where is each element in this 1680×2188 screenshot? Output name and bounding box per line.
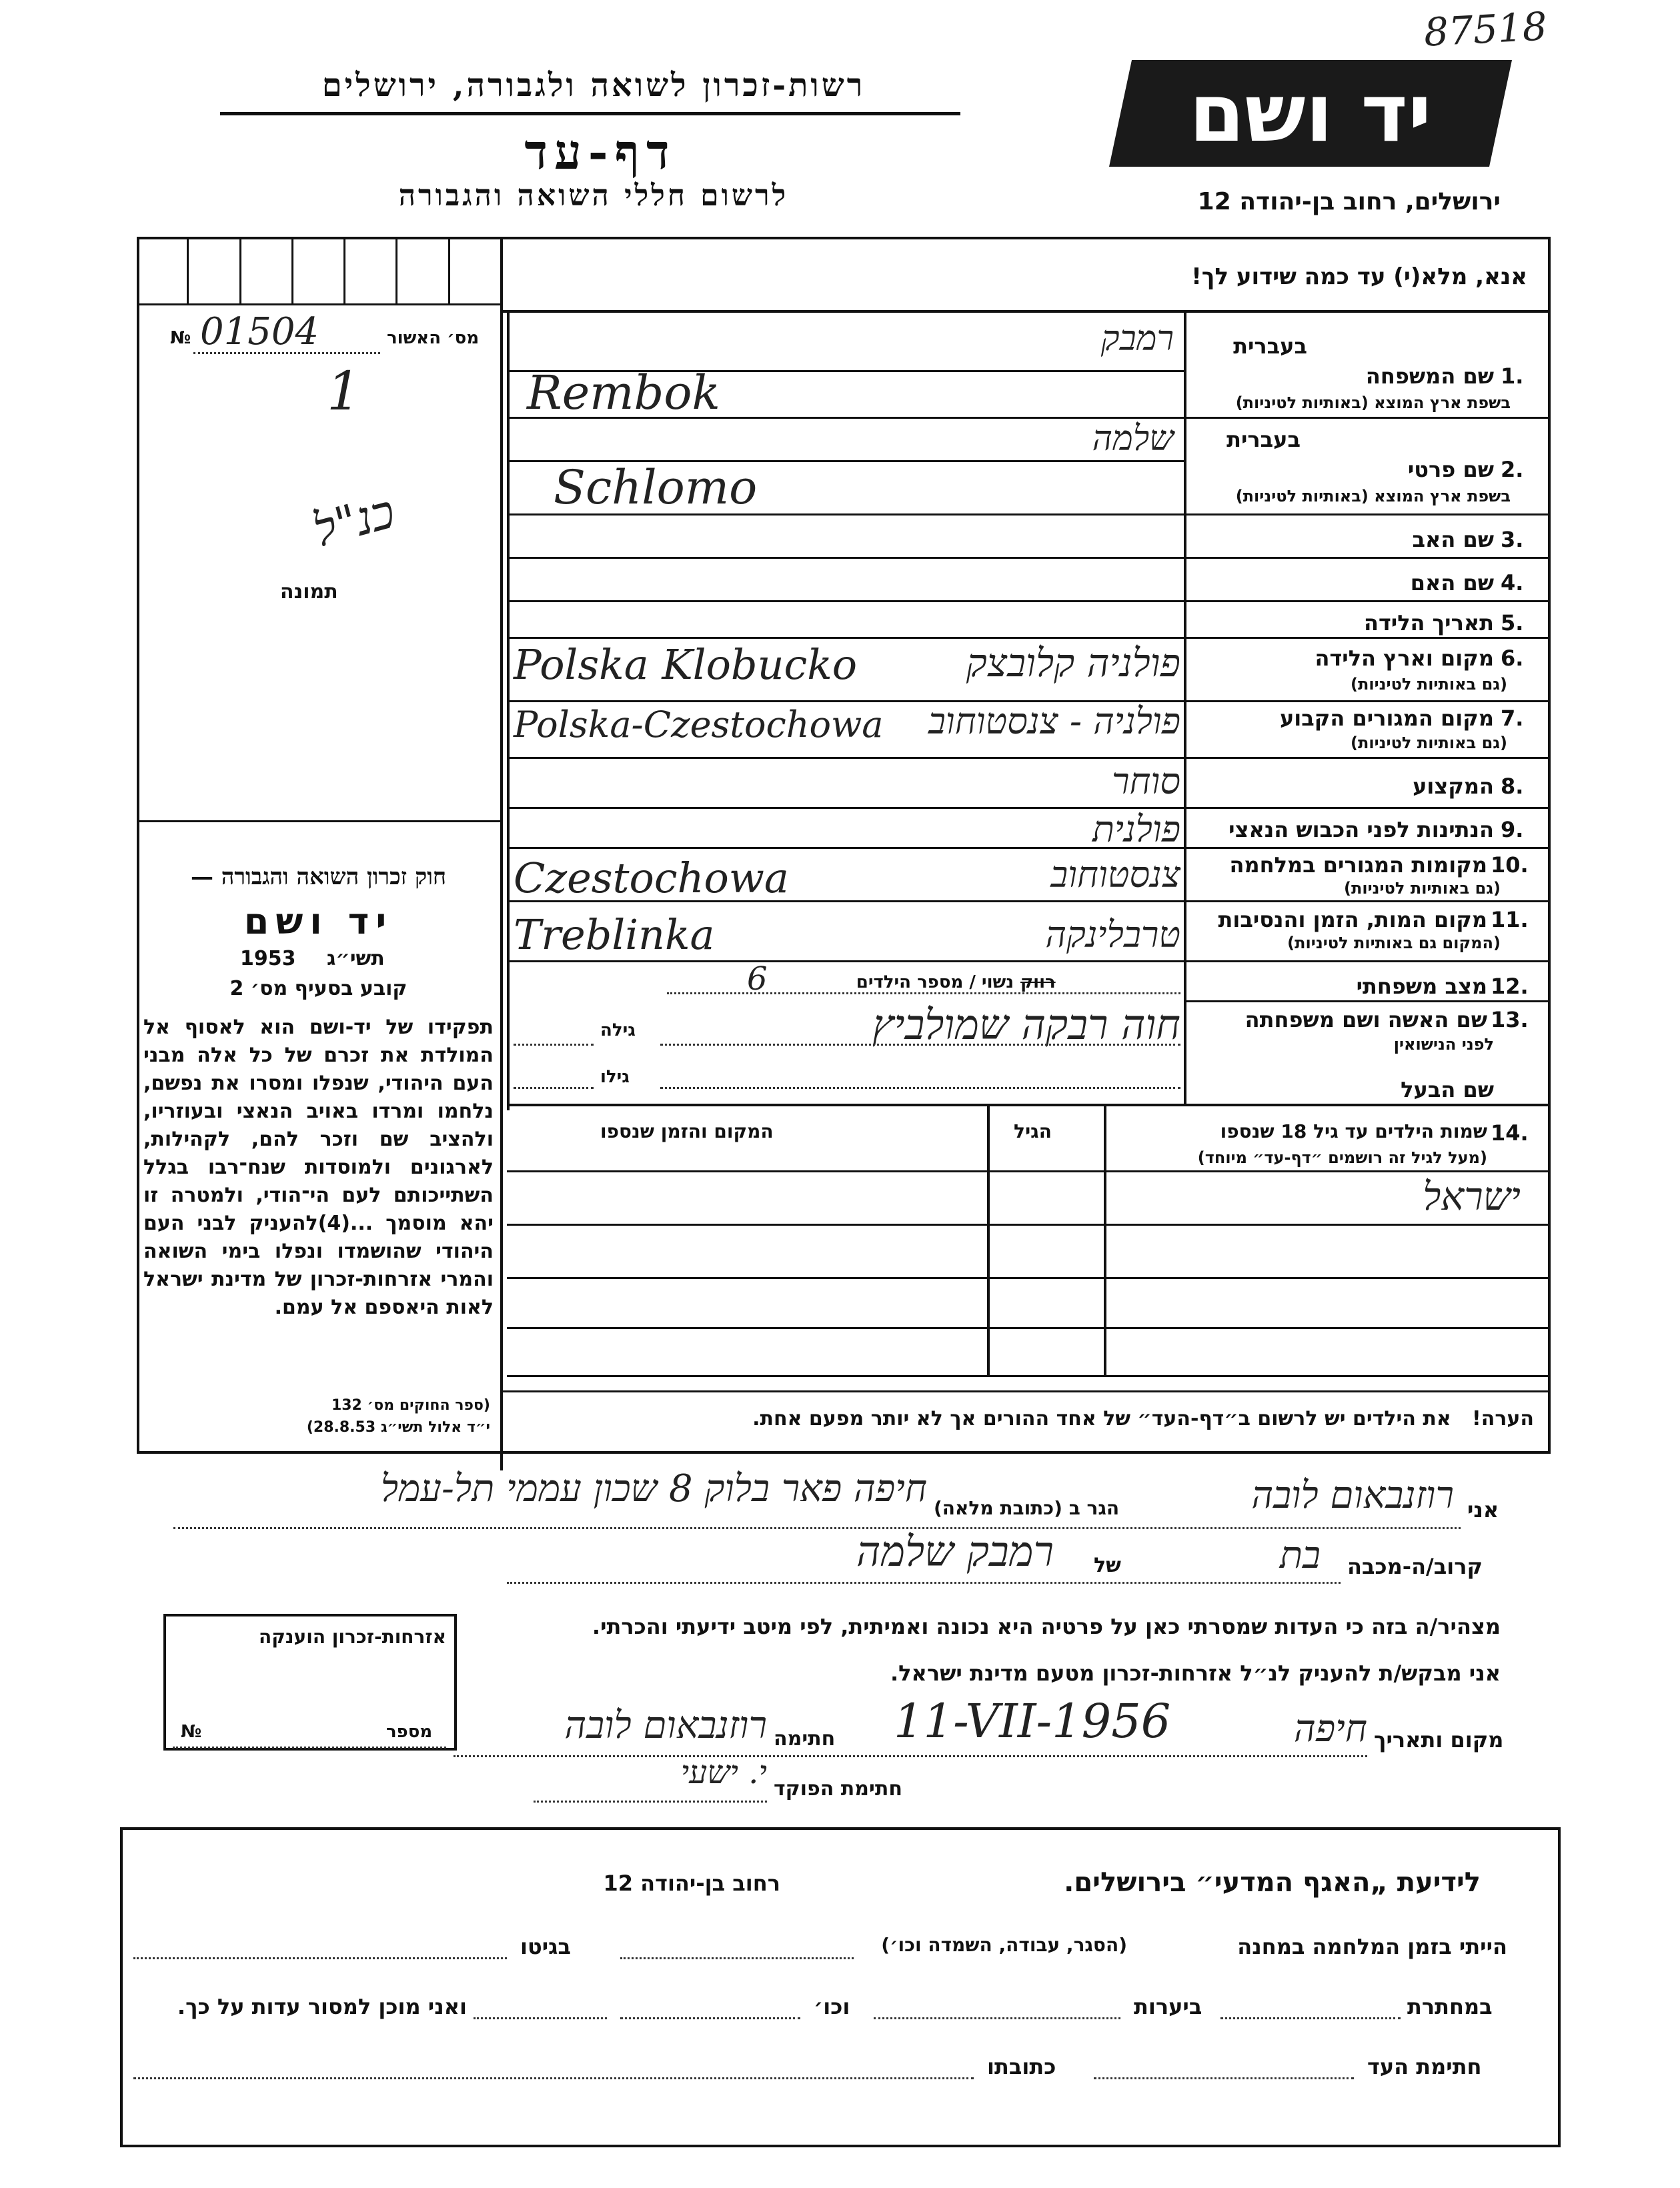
field-11-sub: (המקום גם באותיות לטיניות): [1287, 934, 1501, 952]
left-column-divider: [500, 237, 503, 1470]
field-7-label: מקום המגורים הקבוע: [1279, 706, 1494, 731]
law-panel-top: [137, 820, 500, 822]
family-name-hebrew[interactable]: רמבק: [1100, 319, 1174, 359]
field-13-sub: לפני הנישואין: [1393, 1035, 1494, 1054]
children-row-line-3: [507, 1327, 1551, 1329]
address: ירושלים, רחוב בן-יהודה 12: [1197, 188, 1501, 215]
val-line-4: [507, 600, 1184, 602]
reg-number-suffix: 1: [327, 360, 361, 422]
husband-label: שם הבעל: [1401, 1077, 1494, 1102]
field-12-num: 12.: [1491, 974, 1529, 999]
row-sep-12: [1184, 1000, 1551, 1002]
children-row-line-4: [507, 1375, 1551, 1377]
yad-vashem-logo: [1109, 60, 1512, 167]
footer-line3-a: חתימת העד: [1367, 2054, 1482, 2079]
field-9-num: 9.: [1501, 817, 1524, 842]
field-2-sub: בשפת ארץ המוצא (באותיות לטיניות): [1235, 487, 1511, 505]
decl-statement-1: מצהיר/ה בזה כי העדות שמסרתי כאן על פרטיה היא נכונה ואמיתית, לפי מיטב ידיעתי והכרתי.: [592, 1614, 1501, 1639]
val-line-3: [507, 557, 1184, 559]
row-sep-1: [1184, 417, 1551, 419]
note-top-line: [500, 1390, 1551, 1392]
reg-digit-boxes: [137, 237, 500, 303]
archive-number: 87518: [1423, 3, 1549, 55]
field-7-num: 7.: [1501, 706, 1524, 731]
row-sep-3: [1184, 557, 1551, 559]
children-col-age: הגיל: [1014, 1120, 1052, 1142]
decl-i-value[interactable]: רוזנבאום לובה: [1251, 1474, 1454, 1517]
field-4-num: 4.: [1501, 570, 1524, 596]
war-residence-hebrew[interactable]: צנסטוחוב: [1050, 854, 1180, 896]
row-sep-4: [1184, 600, 1551, 602]
husband-age-label: גילו: [600, 1067, 630, 1087]
marital-label: נשוי / מספר הילדים: [856, 972, 1014, 992]
wife-dotted-age: [514, 1044, 594, 1046]
photo-label: תמונה: [280, 580, 338, 604]
val-line-7: [507, 757, 1184, 759]
field-1-hebrew-tag: בעברית: [1233, 333, 1307, 359]
logo-text: יד ושם: [1189, 67, 1432, 160]
decl-relative-value[interactable]: בת: [1279, 1534, 1321, 1577]
footer-address: רחוב בן-יהודה 12: [603, 1871, 780, 1896]
footer-line2-a: במחתרת: [1407, 1994, 1493, 2019]
field-5-num: 5.: [1501, 610, 1524, 636]
field-1-label: שם המשפחה: [1365, 363, 1494, 389]
residence-latin[interactable]: Polska-Czestochowa: [514, 704, 884, 746]
field-8-label: המקצוע: [1413, 774, 1494, 799]
marital-struck: רווק: [1020, 972, 1056, 992]
decl-dotted-4: [534, 1801, 767, 1803]
row-sep-8: [1184, 807, 1551, 809]
residence-hebrew[interactable]: פולניה - צנסטוחוב: [928, 700, 1180, 742]
footer-dotted-2d: [474, 2017, 607, 2019]
decl-officer-label: חתימת הפוקד: [774, 1777, 902, 1801]
footer-line2-b: ביערות: [1134, 1994, 1202, 2019]
field-6-num: 6.: [1501, 646, 1524, 671]
decl-statement-2: אני מבקש/ת להעניק לנ״ל אזרחות-זכרון מטעם מדינת ישראל.: [890, 1661, 1501, 1686]
first-name-latin[interactable]: Schlomo: [554, 460, 758, 515]
reg-number-value: 01504: [200, 310, 319, 353]
wife-name-value[interactable]: חוה רבקה שמולביץ: [872, 1000, 1180, 1049]
field-11-label: מקום המות, הזמן והנסיבות: [1218, 907, 1487, 932]
field-10-sub: (גם באותיות לטיניות): [1344, 879, 1501, 898]
law-source-1: (ספר החוקים מס׳ 132: [331, 1397, 490, 1414]
decl-lives-value[interactable]: חיפה פאר בלוק 8 שכון עממי תל-עמל: [380, 1467, 927, 1510]
decl-sig-label: חתימה: [774, 1727, 836, 1751]
death-place-latin[interactable]: Treblinka: [514, 910, 715, 959]
war-residence-latin[interactable]: Czestochowa: [514, 854, 789, 902]
val-line-11: [507, 960, 1184, 962]
org-line: רשות-זכרון לשואה ולגבורה, ירושלים: [321, 67, 866, 104]
family-name-latin[interactable]: Rembok: [527, 365, 720, 420]
reg-box-bottom: [137, 303, 500, 305]
birthplace-hebrew[interactable]: פולניה קלובצק: [966, 640, 1180, 686]
children-num: 14.: [1491, 1120, 1529, 1146]
field-12-label: מצב משפחתי: [1356, 974, 1487, 999]
photo-handwritten: כנ"ל: [307, 483, 401, 558]
footer-dotted-1a: [620, 1957, 854, 1959]
reg-no-symbol: №: [170, 328, 191, 348]
row-sep-10: [1184, 900, 1551, 902]
law-name: יד ושם: [243, 900, 393, 942]
law-title: חוק זכרון השואה והגבורה —: [190, 864, 447, 890]
cert-box-dotted: [173, 1747, 446, 1749]
row-sep-11: [1184, 960, 1551, 962]
decl-of-value[interactable]: רמבק שלמה: [856, 1527, 1054, 1576]
children-row-line-2: [507, 1277, 1551, 1279]
field-10-num: 10.: [1491, 852, 1529, 878]
footer-line2-c: וכו׳: [814, 1994, 850, 2019]
reg-dotted: [193, 352, 380, 354]
row-sep-6: [1184, 700, 1551, 702]
field-3-num: 3.: [1501, 527, 1524, 552]
footer-line1-c: בגיטו: [520, 1934, 571, 1959]
values-left-border: [507, 310, 510, 1110]
decl-dotted-2: [507, 1582, 1341, 1584]
decl-lives-label: הגר ב (כתובת מלאה): [934, 1497, 1120, 1519]
footer-dotted-2c: [620, 2017, 800, 2019]
wife-dotted-name: [660, 1044, 1180, 1046]
field-10-label: מקומות המגורים במלחמה: [1229, 852, 1487, 878]
decl-relative-label: קרוב/ה-מכבה: [1347, 1554, 1483, 1579]
decl-sig-value[interactable]: רוזנבאום לובה: [564, 1704, 767, 1747]
field-1-sub: בשפת ארץ המוצא (באותיות לטיניות): [1235, 393, 1511, 412]
cert-box-title: אזרחות-זכרון הוענקה: [259, 1626, 446, 1648]
form-subtitle: לרשום חללי השואה והגבורה: [398, 179, 789, 213]
field-5-label: תאריך הלידה: [1363, 610, 1494, 636]
row-sep-13: [507, 1104, 1551, 1106]
children-header-line: [507, 1170, 1551, 1172]
children-col-2: [1104, 1104, 1106, 1377]
footer-line1-b: (הסגר, עבודה, השמדה וכו׳): [881, 1934, 1127, 1956]
footer-line3-b: כתובתו: [987, 2054, 1056, 2079]
wife-age-label: גילה: [600, 1020, 636, 1040]
field-11-num: 11.: [1491, 907, 1529, 932]
cert-box-no: №: [181, 1722, 202, 1742]
row-sep-2: [1184, 513, 1551, 515]
field-1-num: 1.: [1501, 363, 1524, 389]
field-2-hebrew-tag: בעברית: [1226, 427, 1301, 452]
husband-dotted-name: [660, 1087, 1180, 1089]
children-col-1: [987, 1104, 990, 1377]
children-row-line-1: [507, 1224, 1551, 1226]
field-13-num: 13.: [1491, 1007, 1529, 1032]
field-3-label: שם האב: [1412, 527, 1494, 552]
death-place-hebrew[interactable]: טרבלינקה: [1045, 914, 1180, 956]
law-text: תפקידו של יד-ושם הוא לאסוף אל המולדת את זכרם של כל אלה מבני העם היהודי, שנפלו ומסרו את נפשם, נלחמו ומרדו באויב הנאצי ובעוזריו, ולהציב שם וזכר להם, לקהילות, לארגונים ולמוסדות שנח־רבו בגלל השתייכותם לעם הי־הודי, ולמטרה זו יהא מוסמך ...(4)להעניק לבני העם היהודי שהושמדו ונפלו בימי השואה והמרי אזרחות-זכרון של מדינת ישראל לאות היאספם אל עמם.: [143, 1016, 494, 1319]
footer-line2-d: ואני מוכן למסור עדות על כך.: [177, 1994, 467, 2019]
cert-box-number-label: מספר: [386, 1722, 433, 1742]
footer-dotted-3b: [133, 2077, 974, 2079]
law-year-hebrew: תשי״ג: [327, 947, 385, 970]
field-6-sub: (גם באותיות לטיניות): [1351, 675, 1507, 694]
child-name-1[interactable]: ישראל: [1423, 1174, 1521, 1219]
children-title: שמות הילדים עד גיל 18 שנספו: [1220, 1120, 1487, 1142]
row-sep-7: [1184, 757, 1551, 759]
field-13-label: שם האשה ושם משפחתה: [1244, 1007, 1487, 1032]
org-underline: [220, 112, 960, 115]
children-col-place: המקום והזמן שנספו: [600, 1120, 774, 1142]
instruction: אנא, מלא(י) עד כמה שידוע לך!: [1191, 263, 1527, 290]
form-title: דף-עד: [524, 123, 676, 180]
row-sep-5: [1184, 637, 1551, 639]
field-4-label: שם האם: [1410, 570, 1494, 596]
footer-line1-a: הייתי בזמן המלחמה במחנה: [1237, 1934, 1507, 1959]
husband-dotted-age: [514, 1087, 594, 1089]
decl-date-value[interactable]: 11-VII-1956: [894, 1694, 1171, 1749]
note-line: הערה! את הילדים יש לרשום ב״דף-העד״ של אחד ההורים אך לא יותר מפעם אחת.: [752, 1407, 1534, 1430]
profession-value[interactable]: סוחר: [1111, 760, 1180, 802]
footer-dotted-2a: [1220, 2017, 1401, 2019]
row-sep-9: [1184, 847, 1551, 849]
labels-divider: [1184, 310, 1186, 1104]
footer-dotted-2b: [874, 2017, 1120, 2019]
field-7-sub: (גם באותיות לטיניות): [1351, 734, 1507, 752]
footer-dotted-3a: [1094, 2077, 1354, 2079]
reg-label: מס׳ האשור: [387, 328, 480, 348]
decl-i-label: אני: [1467, 1497, 1499, 1522]
field-9-label: הנתינות לפני הכבוש הנאצי: [1228, 817, 1494, 842]
cert-box: [163, 1614, 457, 1751]
birthplace-latin[interactable]: Polska Klobucko: [514, 640, 858, 689]
instruction-underline: [500, 310, 1551, 313]
field-8-num: 8.: [1501, 774, 1524, 799]
marital-dotted: [667, 992, 1180, 994]
field-6-label: מקום וארץ הלידה: [1315, 646, 1494, 671]
footer-dotted-1b: [133, 1957, 507, 1959]
val-line-5: [507, 637, 1184, 639]
footer-title: לידיעת „האגף המדעי״ בירושלים.: [1064, 1867, 1481, 1898]
children-note: (מעל לגיל זה רושמים ״דף-עד״ מיוחד): [1197, 1148, 1487, 1167]
nationality-value[interactable]: פולנית: [1092, 808, 1180, 850]
children-count[interactable]: 6: [747, 960, 768, 998]
first-name-hebrew[interactable]: שלמה: [1092, 419, 1174, 459]
law-source-2: י״ד אלול תשי״ג 28.8.53): [306, 1419, 490, 1436]
decl-of-label: של: [1094, 1554, 1121, 1577]
decl-place-value[interactable]: חיפה: [1294, 1707, 1367, 1751]
field-2-num: 2.: [1501, 457, 1524, 482]
decl-officer-value[interactable]: י. ישעי: [680, 1754, 767, 1791]
law-clause: קובע בסעיף מס׳ 2: [229, 977, 407, 1000]
field-2-label: שם פרטי: [1407, 457, 1494, 482]
decl-place-label: מקום ותאריך: [1374, 1727, 1504, 1753]
law-year: 1953: [240, 947, 296, 970]
